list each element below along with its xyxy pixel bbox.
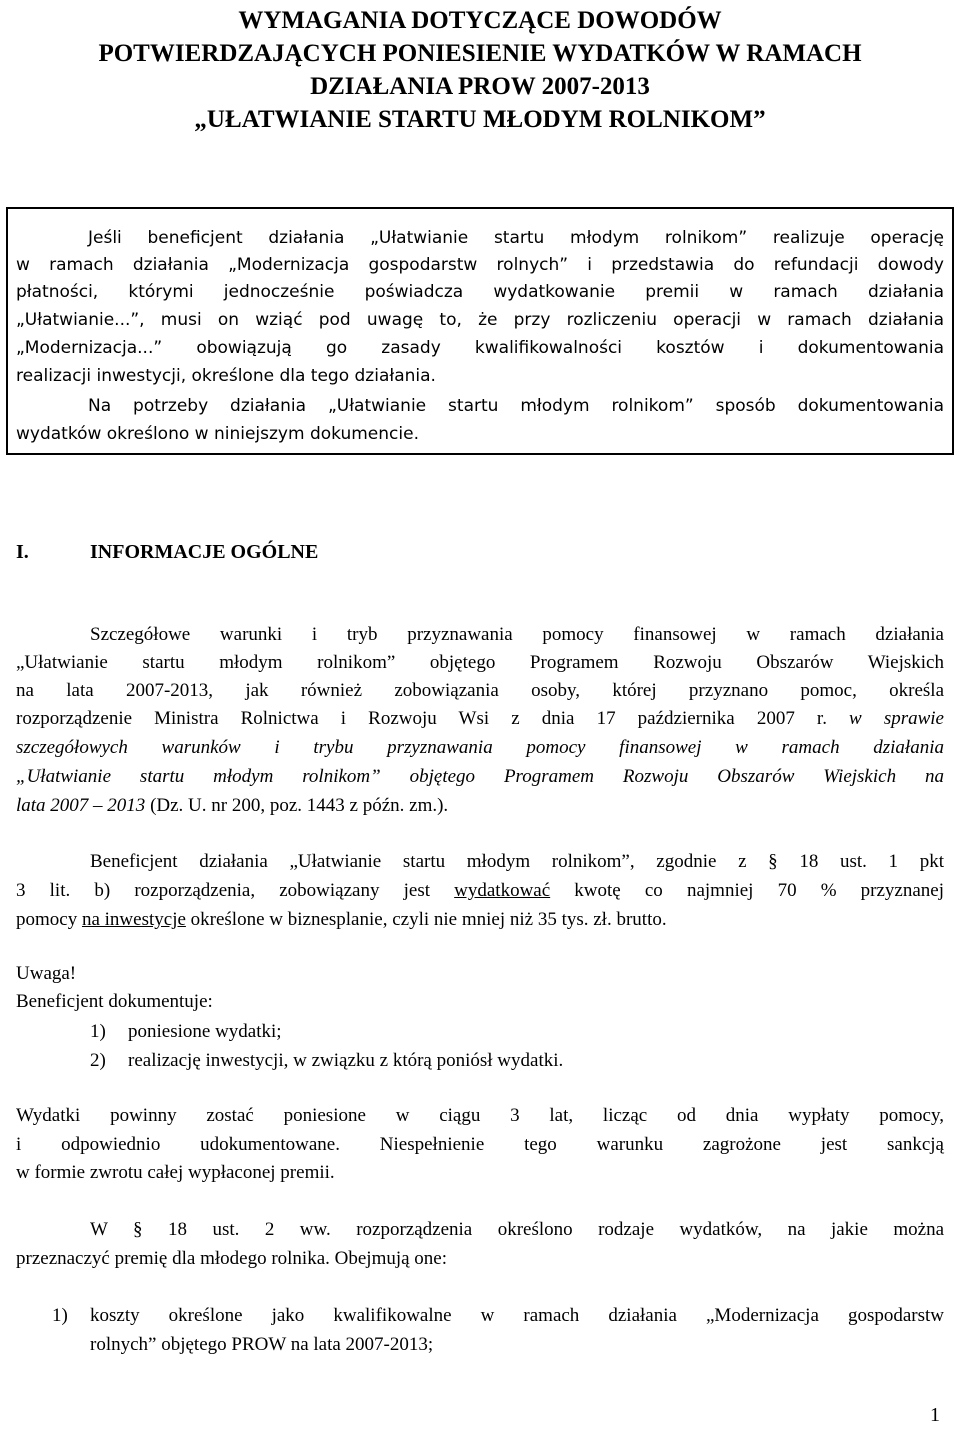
list-item-number: 1) [52, 1305, 68, 1326]
text-run: określone w biznesplanie, czyli nie mniej niż 35 tys. zł. brutto. [185, 909, 667, 930]
list-item-text: rolnych” objętego PROW na lata 2007-2013; [90, 1334, 434, 1355]
intro-line: realizacji inwestycji, określone dla tego działania. [16, 366, 436, 386]
note-item-number: 1) [90, 1021, 106, 1042]
paragraph-line: i odpowiednio udokumentowane. Niespełnienie tego warunku zagrożone jest sankcją [16, 1134, 944, 1155]
intro-line: wydatków określono w niniejszym dokumencie. [16, 424, 419, 444]
text-run: kwotę co najmniej 70 % przyznanej [550, 880, 945, 901]
intro-line: płatności, którymi jednocześnie poświadcza wydatkowanie premii w ramach działania [16, 282, 944, 302]
note-item-number: 2) [90, 1050, 106, 1071]
underlined-run: wydatkować [454, 880, 551, 901]
section-heading: INFORMACJE OGÓLNE [90, 541, 319, 563]
text-run: 3 lit. b) rozporządzenia, zobowiązany jest [16, 880, 455, 901]
paragraph-line: „Ułatwianie startu młodym rolnikom” objętego Programem Rozwoju Obszarów Wiejskich na [16, 766, 944, 787]
underlined-run: na inwestycje [81, 909, 186, 930]
intro-line: w ramach działania „Modernizacja gospodarstw rolnych” i przedstawia do refundacji dowody [16, 255, 944, 275]
document-title [60, 4, 900, 136]
paragraph-line: w formie zwrotu całej wypłaconej premii. [16, 1162, 335, 1183]
note-item-text: poniesione wydatki; [128, 1021, 282, 1042]
note-intro: Beneficjent dokumentuje: [16, 991, 213, 1012]
text-run: pomocy [16, 909, 82, 930]
intro-line: Na potrzeby działania „Ułatwianie startu młodym rolnikom” sposób dokumentowania [88, 396, 944, 416]
section-number: I. [16, 541, 29, 563]
intro-line: „Modernizacja...” obowiązują go zasady kwalifikowalności kosztów i dokumentowania [16, 338, 944, 358]
paragraph-line: przeznaczyć premię dla młodego rolnika. Obejmują one: [16, 1248, 448, 1269]
italic-run: w sprawie [849, 708, 944, 729]
title-line: POTWIERDZAJĄCYCH PONIESIENIE WYDATKÓW W RAMACH [98, 40, 862, 67]
title-line: „UŁATWIANIE STARTU MŁODYM ROLNIKOM” [194, 106, 766, 133]
paragraph-line: szczegółowych warunków i trybu przyznawania pomocy finansowej w ramach działania [16, 737, 944, 758]
intro-line: „Ułatwianie...”, musi on wziąć pod uwagę to, że przy rozliczeniu operacji w ramach działania [16, 310, 944, 330]
text-run: (Dz. U. nr 200, poz. 1443 z późn. zm.). [145, 795, 449, 816]
text-run: rozporządzenie Ministra Rolnictwa i Rozwoju Wsi z dnia 17 października 2007 r. [16, 708, 850, 729]
paragraph-line: Szczegółowe warunki i tryb przyznawania pomocy finansowej w ramach działania [90, 624, 944, 645]
note-label: Uwaga! [16, 963, 77, 984]
paragraph-line: Beneficjent działania „Ułatwianie startu młodym rolnikom”, zgodnie z § 18 ust. 1 pkt [90, 851, 944, 872]
paragraph-line: na lata 2007-2013, jak również zobowiązania osoby, której przyznano pomoc, określa [16, 680, 944, 701]
page-number: 1 [930, 1404, 940, 1426]
paragraph-line [16, 707, 944, 733]
list-item-text: koszty określone jako kwalifikowalne w ramach działania „Modernizacja gospodarstw [90, 1305, 944, 1326]
note-item-text: realizację inwestycji, w związku z którą poniósł wydatki. [128, 1050, 564, 1071]
paragraph-line: Wydatki powinny zostać poniesione w ciągu 3 lat, licząc od dnia wypłaty pomocy, [16, 1105, 944, 1126]
intro-line: Jeśli beneficjent działania „Ułatwianie startu młodym rolnikom” realizuje operację [88, 228, 944, 248]
italic-run: lata 2007 – 2013 [16, 795, 146, 816]
paragraph-line: W § 18 ust. 2 ww. rozporządzenia określono rodzaje wydatków, na jakie można [90, 1219, 944, 1240]
title-line: DZIAŁANIA PROW 2007-2013 [310, 73, 650, 100]
paragraph-line [16, 879, 944, 905]
paragraph-line [16, 794, 448, 820]
paragraph-line: „Ułatwianie startu młodym rolnikom” objętego Programem Rozwoju Obszarów Wiejskich [16, 652, 944, 673]
title-line: WYMAGANIA DOTYCZĄCE DOWODÓW [238, 7, 722, 34]
paragraph-line [16, 908, 667, 934]
